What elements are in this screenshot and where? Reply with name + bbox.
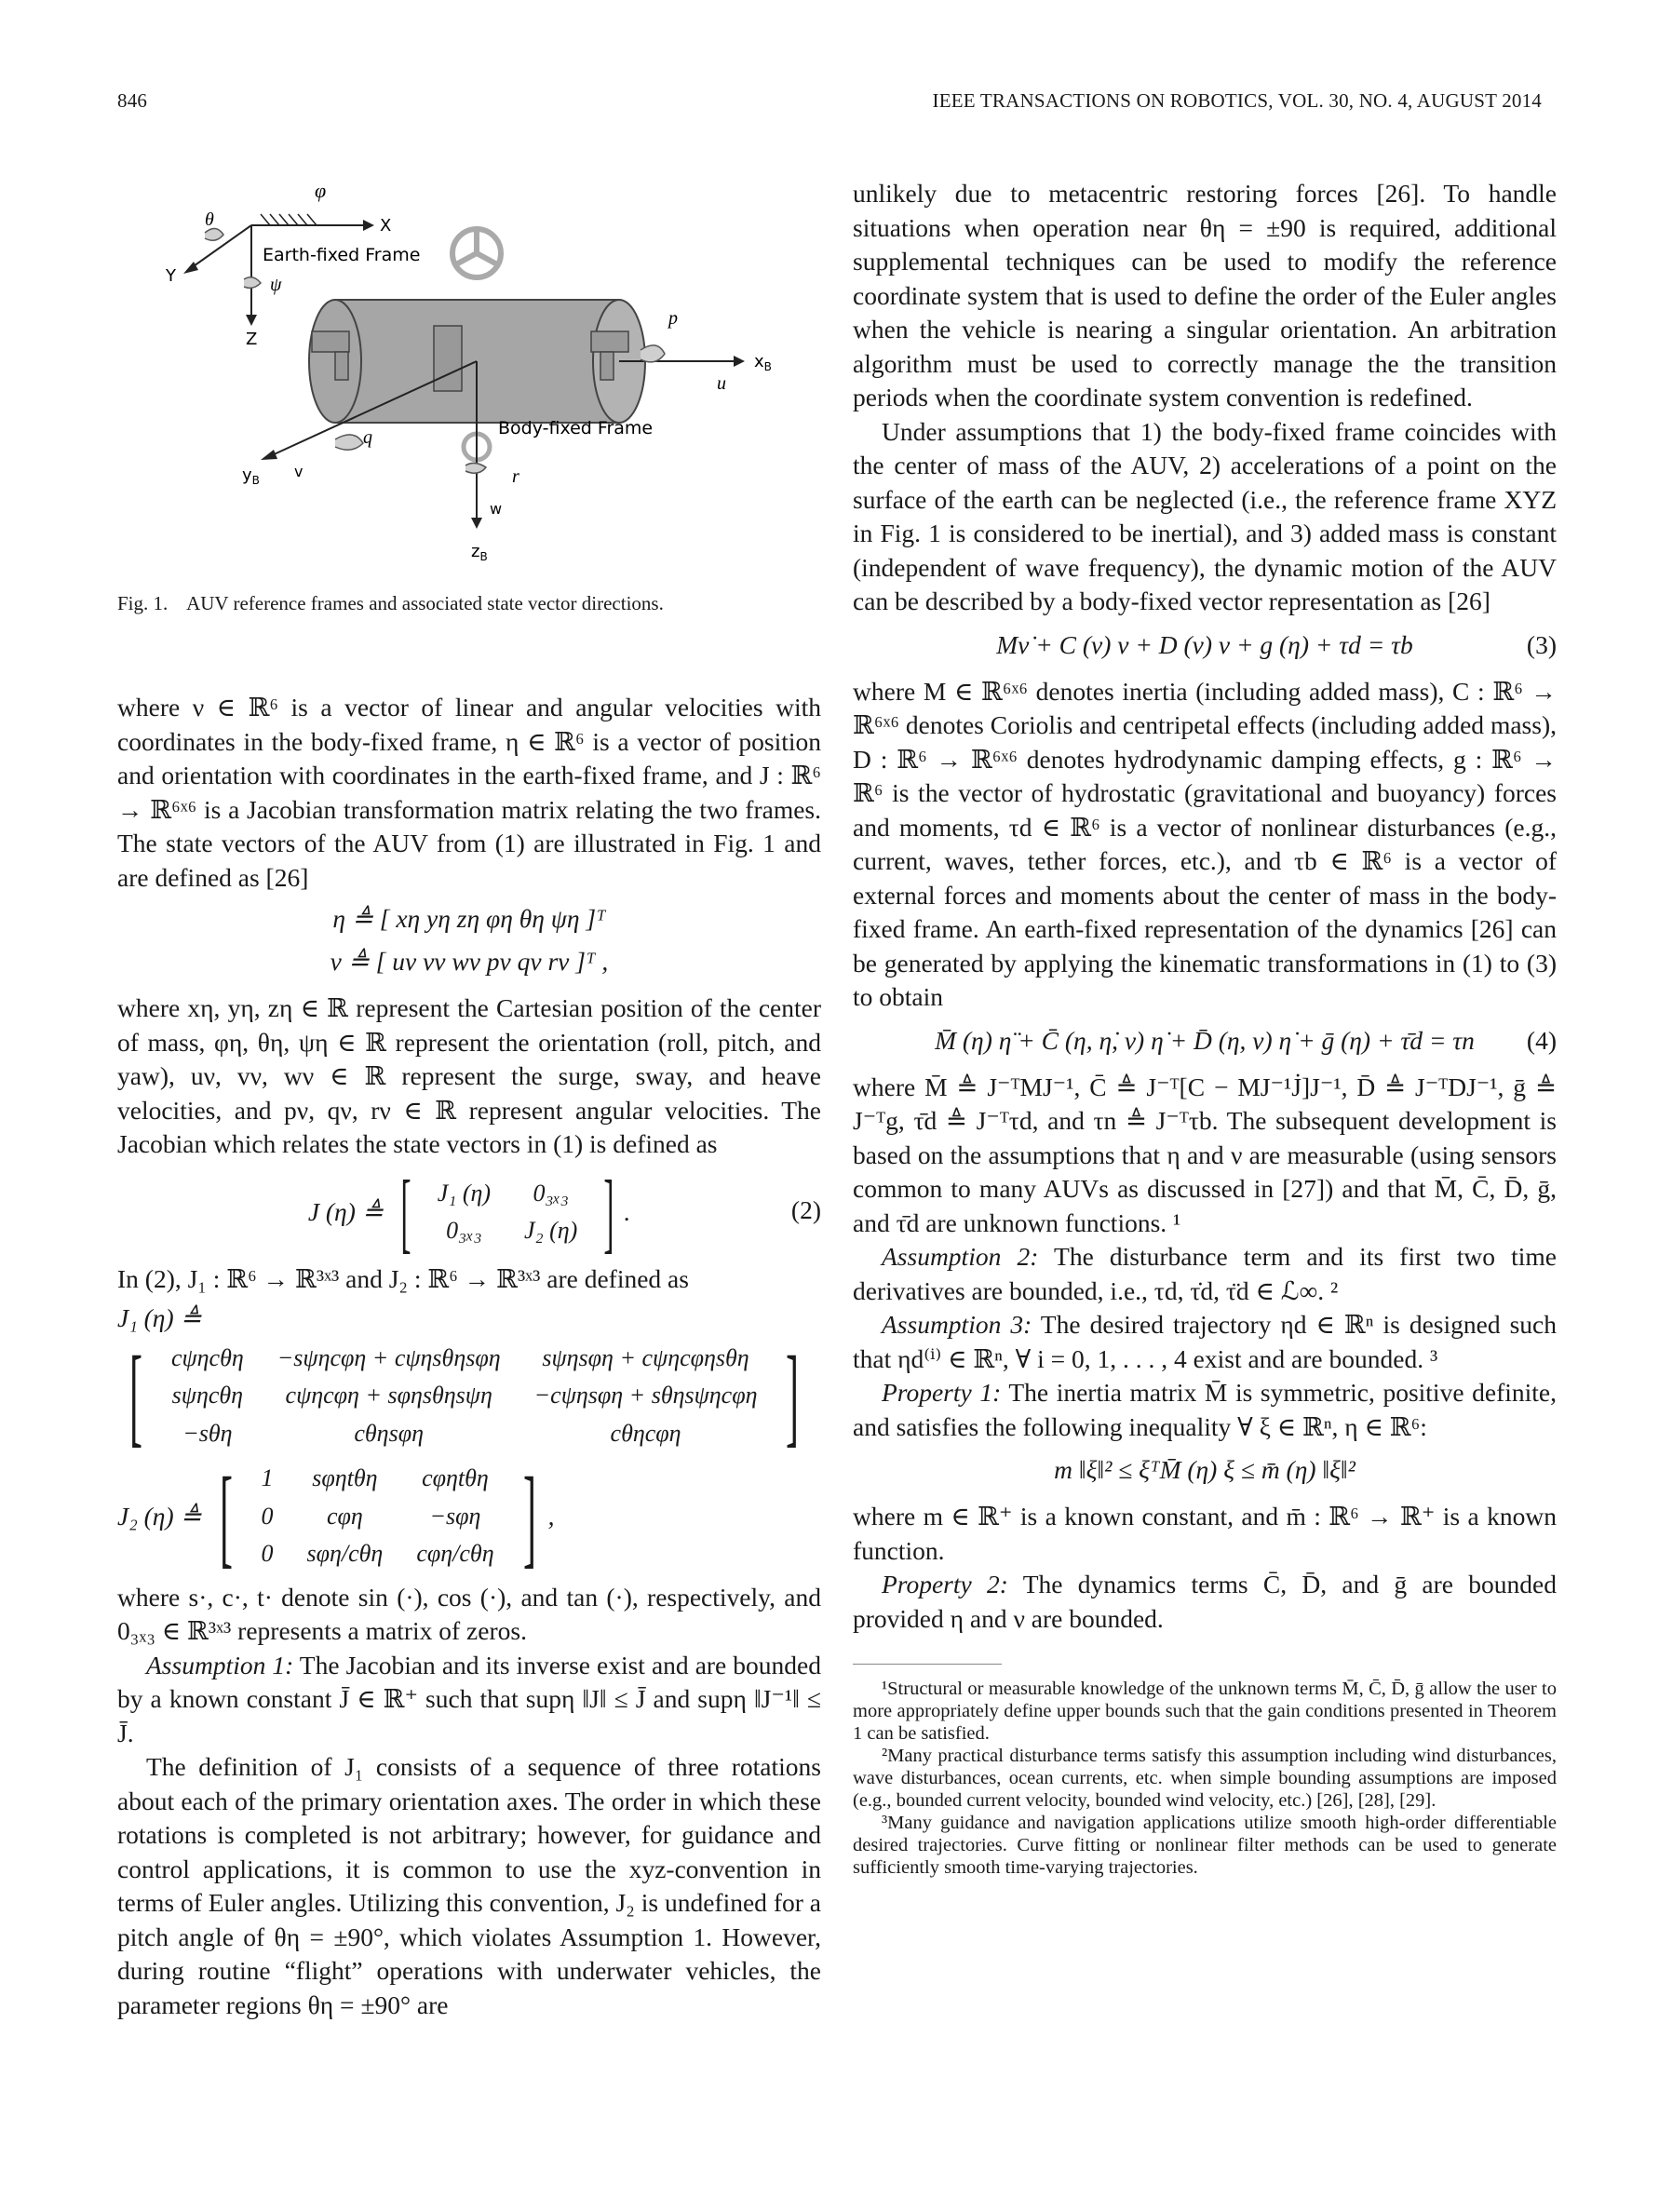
label-xB: $x_B$ bbox=[754, 352, 772, 373]
eq2-lhs: J (η) ≜ bbox=[307, 1196, 384, 1226]
label-u: u bbox=[717, 373, 726, 394]
right-column bbox=[853, 177, 1557, 1879]
j1-lhs: J₁ (η) ≜ bbox=[117, 1303, 202, 1332]
j2-cell: sφηtθη bbox=[312, 1464, 378, 1491]
property-1: Property 1: The inertia matrix M̄ is symmetric, positive definite, and satisfies the following inequality ∀ ξ ∈ ℝⁿ, η ∈ ℝ⁶: bbox=[853, 1378, 1557, 1441]
right-paragraph-2: Under assumptions that 1) the body-fixed frame coincides with the center of mass of the AUV, 2) accelerations of a point on the surface of the earth can be neglected (i.e., the reference frame XYZ in Fig. 1 is considered to be inertial), and 3) added mass is constant (independent of wave frequency), the dynamic motion of the AUV can be described by a body-fixed vector representation as [26] bbox=[853, 416, 1557, 615]
right-paragraph-5: where m ∈ ℝ⁺ is a known constant, and m̄ : ℝ⁶ → ℝ⁺ is a known function. bbox=[853, 1502, 1557, 1565]
left-paragraph-3: In (2), J₁ : ℝ⁶ → ℝ³ˣ³ and J₂ : ℝ⁶ → ℝ³ˣ³ are defined as bbox=[117, 1263, 689, 1293]
footnotes bbox=[853, 1678, 1557, 1879]
j1-cell: sψηcθη bbox=[171, 1382, 244, 1409]
left-paragraph-2: where xη, yη, zη ∈ ℝ represent the Cartesian position of the center of mass, φη, θη, ψη ∈ ℝ represent the orientation (roll, pitch, and yaw), uν, vν, wν ∈ ℝ represent the surge, sway, and heave velocities, and pν, qν, rν ∈ ℝ represent angular velocities. The Jacobian which relates the state vectors in (1) is defined as bbox=[117, 993, 821, 1158]
equation-4: M̄ (η) η̈ + C̄ (η, η̇, ν) η̇ + D̄ (η, ν) η̇ + ḡ (η) + τ̄d = τn (4) bbox=[935, 1025, 1557, 1055]
j1-cell: cψηcθη bbox=[170, 1343, 244, 1371]
j2-cell: 0 bbox=[261, 1502, 274, 1530]
j2-cell: cφη bbox=[327, 1502, 363, 1530]
j1-cell: sψηsφη + cψηcφηsθη bbox=[542, 1343, 749, 1371]
running-header: IEEE TRANSACTIONS ON ROBOTICS, VOL. 30, NO. 4, AUGUST 2014 bbox=[932, 89, 1542, 112]
j1-cell: cθηsφη bbox=[354, 1419, 424, 1447]
equation-2: J (η) ≜ [ J₁ (η) 0₃ₓ₃ 0₃ₓ₃ J₂ (η) ] . (2) bbox=[307, 1162, 821, 1261]
assumption-3: Assumption 3: The desired trajectory ηd ∈ ℝⁿ is designed such that ηd⁽ⁱ⁾ ∈ ℝⁿ, ∀ i = 0, 1, . . . , 4 exist and are bounded. ³ bbox=[853, 1310, 1558, 1373]
j2-matrix: J₂ (η) ≜ [ 1 sφηtθη cφηtθη 0 cφη −sφη 0 sφη/cθη cφη/cθη ] , bbox=[117, 1453, 555, 1578]
j1-cell: −sψηcφη + cψηsθηsφη bbox=[276, 1343, 501, 1371]
label-X: X bbox=[380, 216, 392, 236]
eq2-number: (2) bbox=[790, 1194, 821, 1224]
auv-frames-figure bbox=[140, 168, 810, 577]
j1-cell: cθηcφη bbox=[610, 1419, 681, 1447]
label-q: q bbox=[363, 427, 372, 448]
figure-caption: Fig. 1. AUV reference frames and associated state vector directions. bbox=[117, 592, 664, 614]
footnote-rule bbox=[853, 1664, 1002, 1665]
label-theta: θ bbox=[205, 209, 214, 230]
label-p: p bbox=[668, 308, 678, 329]
equation-3: Mν̇ + C (ν) ν + D (ν) ν + g (η) + τd = τb (3) bbox=[996, 629, 1557, 659]
page-number: 846 bbox=[117, 89, 148, 112]
j1-cell: −cψηsφη + sθηsψηcφη bbox=[533, 1382, 758, 1409]
label-psi: ψ bbox=[270, 275, 282, 295]
j2-cell: cφηtθη bbox=[422, 1464, 489, 1491]
footnote: ¹Structural or measurable knowledge of the unknown terms M̄, C̄, D̄, ḡ allow the user to more appropriately define upper bounds such that the gain conditions presented in Theorem 1 can be satisfied. bbox=[853, 1679, 1557, 1744]
label-r: r bbox=[512, 466, 519, 487]
label-v: v bbox=[294, 463, 303, 480]
right-paragraph-4: where M̄ ≜ J⁻ᵀMJ⁻¹, C̄ ≜ J⁻ᵀ[C − MJ⁻¹J̇]J⁻¹, D̄ ≜ J⁻ᵀDJ⁻¹, ḡ ≜ J⁻ᵀg, τ̄d ≜ J⁻ᵀτd, and τn ≜ J⁻ᵀτb. The subsequent development is based on the assumptions that η and ν are measurable (using sensors common to many AUVs as discussed in [27]) and that M̄, C̄, D̄, ḡ, and τ̄d are unknown functions. ¹ bbox=[853, 1072, 1557, 1237]
label-earth-frame: Earth-fixed Frame bbox=[263, 245, 421, 265]
assumption-2: Assumption 2: The disturbance term and its first two time derivatives are bounded, i.e., τd, τ̇d, τ̈d ∈ ℒ∞. ² bbox=[853, 1242, 1557, 1305]
left-paragraph-1: where ν ∈ ℝ⁶ is a vector of linear and angular velocities with coordinates in the body-fixed frame, η ∈ ℝ⁶ is a vector of position and orientation with coordinates in the earth-fixed frame, and J : ℝ⁶ → ℝ⁶ˣ⁶ is a Jacobian transformation matrix relating the two frames. The state vectors of the AUV from (1) are illustrated in Fig. 1 and are defined as [26] bbox=[117, 693, 821, 892]
eq2-matrix: J₁ (η) 0₃ₓ₃ 0₃ₓ₃ J₂ (η) bbox=[437, 1179, 578, 1244]
left-paragraph-5: The definition of J₁ consists of a sequence of three rotations about each of the primary orientation axes. The order in which these rotations is completed is not arbitrary; however, for guidance and control applications, it is common to use the xyz-convention in terms of Euler angles. Utilizing this convention, J₂ is undefined for a pitch angle of θη = ±90°, which violates Assumption 1. However, during routine “flight” operations with underwater vehicles, the parameter regions θη = ±90° are bbox=[117, 1752, 821, 2019]
right-paragraph-1: unlikely due to metacentric restoring forces [26]. To handle situations when operation near θη = ±90 is required, additional supplemental techniques can be used to modify the reference coordinate system that is used to define the order of the Euler angles when the vehicle is nearing a singular orientation. An arbitration algorithm must be used to correctly manage the the transition periods when the coordinate system convention is redefined. bbox=[853, 179, 1557, 411]
left-paragraph-4: where s·, c·, t· denote sin (·), cos (·), and tan (·), respectively, and 0₃ₓ₃ ∈ ℝ³ˣ³ represents a matrix of zeros. bbox=[117, 1582, 821, 1645]
label-body-frame: Body-fixed Frame bbox=[498, 418, 654, 438]
j2-cell: sφη/cθη bbox=[306, 1540, 384, 1567]
j1-matrix: [ cψηcθη −sψηcφη + cψηsθηsφη sψηsφη + cψηcφηsθη sψηcθη cψηcφη + sφηsθηsψη −cψηsφη + sθηsψηcφη −sθη cθηsφη cθηcφη ] bbox=[128, 1333, 800, 1458]
j2-cell: 0 bbox=[261, 1540, 274, 1567]
eta-definition: η ≜ [ xη yη zη φη θη ψη ]ᵀ bbox=[332, 904, 606, 933]
label-yB: $y_B$ bbox=[242, 465, 260, 487]
j1-cell: cψηcφη + sφηsθηsψη bbox=[285, 1382, 492, 1409]
nu-definition: ν ≜ [ uν vν wν pν qν rν ]ᵀ , bbox=[330, 947, 609, 976]
inertia-inequality: m ‖ξ‖² ≤ ξᵀM̄ (η) ξ ≤ m̄ (η) ‖ξ‖² bbox=[1054, 1455, 1356, 1484]
label-zB: $z_B$ bbox=[471, 542, 488, 563]
footnote: ³Many guidance and navigation applications utilize smooth high-order differentiable desired trajectories. Curve fitting or nonlinear filter methods can be used to generate sufficiently smooth time-varying trajectories. bbox=[853, 1813, 1557, 1878]
label-Z: Z bbox=[246, 330, 258, 349]
j2-cell: cφη/cθη bbox=[416, 1540, 494, 1567]
j2-cell: 1 bbox=[261, 1464, 274, 1491]
right-paragraph-3: where M ∈ ℝ⁶ˣ⁶ denotes inertia (including added mass), C : ℝ⁶ → ℝ⁶ˣ⁶ denotes Coriolis and centripetal effects (including added mass), D : ℝ⁶ → ℝ⁶ˣ⁶ denotes hydrodynamic damping effects, g : ℝ⁶ → ℝ⁶ is the vector of hydrostatic (gravitational and buoyancy) forces and moments, τd ∈ ℝ⁶ is a vector of nonlinear disturbances (e.g., current, waves, tether forces, etc.), and τb ∈ ℝ⁶ is a vector of external forces and moments about the center of mass in the body-fixed frame. An earth-fixed representation of the dynamics [26] can be generated by applying the kinematic transformations in (1) to (3) to obtain bbox=[853, 676, 1557, 1011]
label-w: w bbox=[490, 500, 503, 518]
footnote: ²Many practical disturbance terms satisfy this assumption including wind disturbances, wave disturbances, ocean currents, etc. when simple bounding assumptions are imposed (e.g., bounded current velocity, bounded wind velocity, etc.) [26], [28], [29]. bbox=[853, 1746, 1557, 1811]
j1-cell: −sθη bbox=[182, 1419, 233, 1447]
assumption-1: Assumption 1: The Jacobian and its inverse exist and are bounded by a known constant J̄ ∈ ℝ⁺ such that supη ‖J‖ ≤ J̄ and supη ‖J⁻¹‖ ≤ J̄. bbox=[117, 1650, 821, 1747]
property-2: Property 2: The dynamics terms C̄, D̄, and ḡ are bounded provided η and ν are bounded. bbox=[853, 1570, 1557, 1633]
j2-cell: −sφη bbox=[429, 1502, 481, 1530]
left-column bbox=[117, 691, 821, 2022]
label-phi: φ bbox=[315, 179, 327, 202]
label-Y: Y bbox=[166, 266, 176, 286]
